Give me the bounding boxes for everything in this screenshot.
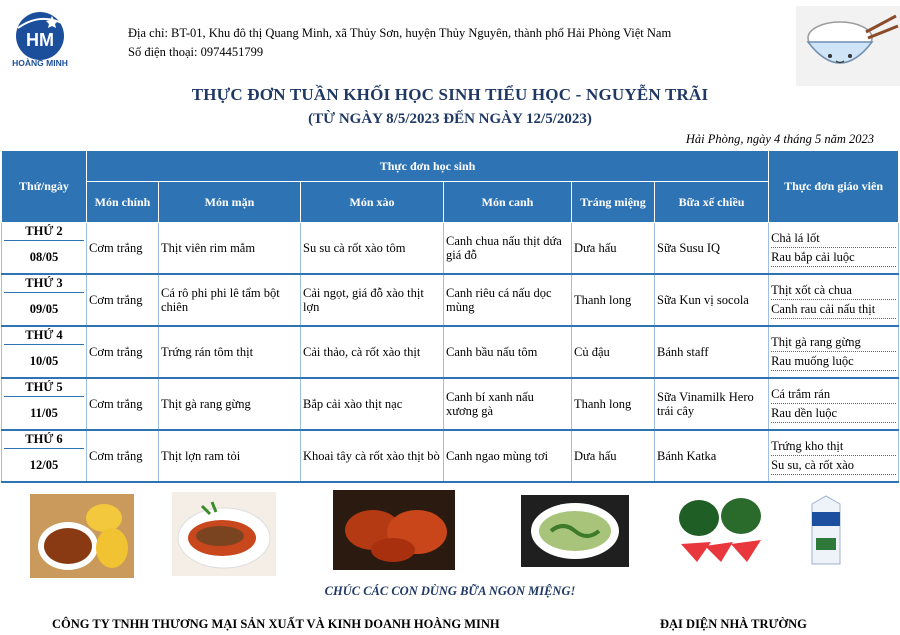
issue-date: Hải Phòng, ngày 4 tháng 5 năm 2023 xyxy=(685,132,874,146)
afternoon-snack: Bánh staff xyxy=(655,326,769,378)
day-cell xyxy=(2,430,87,482)
main-dish: Cơm trắng xyxy=(87,430,159,482)
table-row xyxy=(2,274,899,326)
soup-dish: Canh riêu cá nấu dọc mùng xyxy=(444,274,572,326)
teacher-menu-cell xyxy=(769,378,899,430)
teacher-dish: Chả lá lốt xyxy=(771,230,896,248)
main-dish: Cơm trắng xyxy=(87,378,159,430)
dessert: Thanh long xyxy=(572,378,655,430)
teacher-dish: Canh rau cải nấu thịt xyxy=(771,300,896,319)
salty-dish: Thịt gà rang gừng xyxy=(159,378,301,430)
teacher-menu-cell xyxy=(769,274,899,326)
dessert: Thanh long xyxy=(572,274,655,326)
teacher-dish: Thịt xốt cà chua xyxy=(771,282,896,300)
soup-dish: Canh bí xanh nấu xương gà xyxy=(444,378,572,430)
food-photo-milk-carton xyxy=(806,494,846,568)
table-row xyxy=(2,378,899,430)
col-header-main: Món chính xyxy=(87,182,159,223)
main-dish: Cơm trắng xyxy=(87,223,159,275)
day-name: THỨ 5 xyxy=(4,379,84,397)
day-name: THỨ 6 xyxy=(4,431,84,449)
menu-title: THỰC ĐƠN TUẦN KHỐI HỌC SINH TIỂU HỌC - NGUYỄN TRÃI xyxy=(191,85,709,104)
col-header-dessert: Tráng miệng xyxy=(572,182,655,223)
stirfry-dish: Cải ngọt, giá đỗ xào thịt lợn xyxy=(301,274,444,326)
table-row xyxy=(2,430,899,482)
salty-dish: Trứng rán tôm thịt xyxy=(159,326,301,378)
teacher-dish: Thịt gà rang gừng xyxy=(771,334,896,352)
day-name: THỨ 4 xyxy=(4,327,84,345)
day-cell xyxy=(2,326,87,378)
teacher-menu-cell xyxy=(769,326,899,378)
col-header-salty: Món mặn xyxy=(159,182,301,223)
weekly-menu-table xyxy=(1,150,899,483)
food-photo-chicken xyxy=(333,490,455,570)
main-dish: Cơm trắng xyxy=(87,326,159,378)
main-dish: Cơm trắng xyxy=(87,274,159,326)
col-header-afternoon: Bữa xế chiều xyxy=(655,182,769,223)
salty-dish: Cá rô phi phi lê tẩm bột chiên xyxy=(159,274,301,326)
food-photo-soup-greens xyxy=(521,495,629,567)
svg-text:HM: HM xyxy=(26,30,54,50)
teacher-dish: Rau dền luộc xyxy=(771,404,896,423)
teacher-dish: Rau bắp cải luộc xyxy=(771,248,896,267)
dessert: Dưa hấu xyxy=(572,223,655,275)
company-name: CÔNG TY TNHH THƯƠNG MẠI SẢN XUẤT VÀ KINH DOANH HOÀNG MINH xyxy=(52,617,500,631)
afternoon-snack: Sữa Vinamilk Hero trái cây xyxy=(655,378,769,430)
stirfry-dish: Su su cà rốt xào tôm xyxy=(301,223,444,275)
day-cell xyxy=(2,223,87,275)
company-phone: Số điện thoại: 0974451799 xyxy=(128,45,264,59)
teacher-menu-cell xyxy=(769,430,899,482)
food-photo-soup-bread xyxy=(30,494,134,578)
teacher-menu-cell xyxy=(769,223,899,275)
soup-dish: Canh bầu nấu tôm xyxy=(444,326,572,378)
table-row xyxy=(2,326,899,378)
dessert: Củ đậu xyxy=(572,326,655,378)
day-date: 09/05 xyxy=(29,302,59,316)
dessert: Dưa hấu xyxy=(572,430,655,482)
day-date: 10/05 xyxy=(29,354,59,368)
logo-text: HOÀNG MINH xyxy=(12,58,68,68)
soup-dish: Canh chua nấu thịt dứa giá đỗ xyxy=(444,223,572,275)
day-date: 12/05 xyxy=(29,458,59,472)
bon-appetit-message: CHÚC CÁC CON DÙNG BỮA NGON MIỆNG! xyxy=(324,584,576,598)
day-date: 08/05 xyxy=(29,250,59,264)
teacher-menu-header: Thực đơn giáo viên xyxy=(769,151,899,223)
afternoon-snack: Sữa Kun vị socola xyxy=(655,274,769,326)
company-address: Địa chỉ: BT-01, Khu đô thị Quang Minh, xã Thủy Sơn, huyện Thủy Nguyên, thành phố Hải Phòng Việt Nam xyxy=(128,26,672,40)
stirfry-dish: Khoai tây cà rốt xào thịt bò xyxy=(301,430,444,482)
teacher-dish: Su su, cà rốt xào xyxy=(771,456,896,475)
day-date: 11/05 xyxy=(30,406,58,420)
col-header-stirfry: Món xào xyxy=(301,182,444,223)
teacher-dish: Cá trắm rán xyxy=(771,386,896,404)
menu-date-range: (TỪ NGÀY 8/5/2023 ĐẾN NGÀY 12/5/2023) xyxy=(308,111,592,127)
salty-dish: Thịt lợn ram tỏi xyxy=(159,430,301,482)
soup-dish: Canh ngao mùng tơi xyxy=(444,430,572,482)
food-photo-fish xyxy=(172,492,276,576)
teacher-dish: Trứng kho thịt xyxy=(771,438,896,456)
afternoon-snack: Sữa Susu IQ xyxy=(655,223,769,275)
food-photo-watermelon xyxy=(677,496,765,564)
col-header-soup: Món canh xyxy=(444,182,572,223)
rice-bowl-illustration xyxy=(796,6,900,86)
teacher-dish: Rau muống luộc xyxy=(771,352,896,371)
afternoon-snack: Bánh Katka xyxy=(655,430,769,482)
stirfry-dish: Bắp cải xào thịt nạc xyxy=(301,378,444,430)
student-menu-header: Thực đơn học sinh xyxy=(87,151,769,182)
day-name: THỨ 2 xyxy=(4,223,84,241)
school-representative: ĐẠI DIỆN NHÀ TRƯỜNG xyxy=(660,617,807,631)
salty-dish: Thịt viên rim mắm xyxy=(159,223,301,275)
day-name: THỨ 3 xyxy=(4,275,84,293)
day-cell xyxy=(2,378,87,430)
stirfry-dish: Cải thảo, cà rốt xào thịt xyxy=(301,326,444,378)
table-row xyxy=(2,223,899,275)
col-day-header: Thứ/ngày xyxy=(2,151,87,223)
day-cell xyxy=(2,274,87,326)
